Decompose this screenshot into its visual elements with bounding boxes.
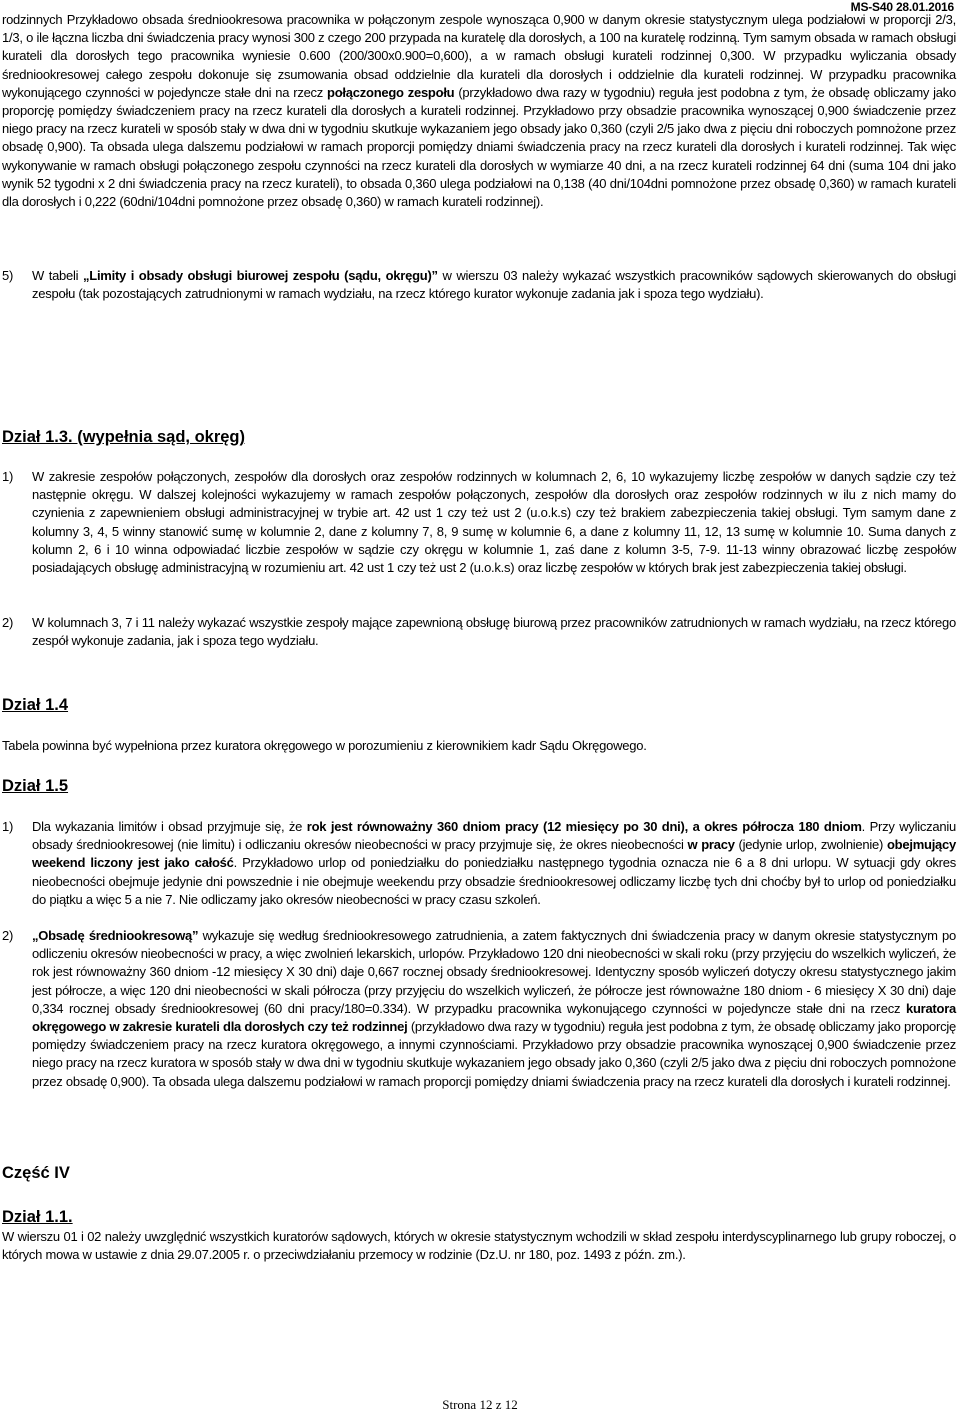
- bold-text: obejmujący weekend liczony jest jako całość: [32, 837, 956, 871]
- page-footer: [0, 1397, 960, 1413]
- list-text: W tabeli: [32, 268, 83, 283]
- bold-text: „Obsadę średniookresową”: [32, 928, 199, 943]
- bold-text: w pracy: [687, 837, 735, 853]
- list-number: 5): [2, 268, 14, 283]
- page-number: 12: [479, 1397, 493, 1412]
- continuation-paragraph: [2, 11, 956, 211]
- section-heading-1-5: Dział 1.5: [2, 777, 69, 795]
- list-number: 2): [2, 615, 14, 630]
- bold-text: rok jest równoważny 360 dniom pracy (12 miesięcy po 30 dni), a okres półrocza 180 dniom: [306, 819, 862, 834]
- document-code: MS-S40 28.01.2016: [850, 0, 954, 14]
- list-item: [2, 818, 956, 909]
- list-text: . Przykładowo urlop od poniedziałku do poniedziałku następnego tygodnia oznacza nie 6 a 8 dni urlopu. W sytuacji gdy okres nieobecności obejmuje jedynie dni powszednie i nie obejmuje weekendu przy obsadzie średniookresowej odliczamy liczbę tych dni choćby był to urlop od poniedziałku do piątku a więc 5 a nie 7. Nie odliczamy jako okresów nieobecności w pracy czasu szkoleń.: [32, 855, 956, 907]
- section-heading-1-4: Dział 1.4: [2, 696, 69, 714]
- list-number: 2): [2, 928, 14, 943]
- paragraph-text: rodzinnych Przykładowo obsada średniookresowa pracownika w połączonym zespole wynosząca 0,900 w danym okresie statystycznym ulega podziałowi w proporcji 2/3, 1/3, o ile łączna liczba dni świadczenia pracy wynosi 300 z czego 200 przypada na kuratelę dla dorosłych, a 100 na kuratelę rodzinną. Tym samym obsada w ramach obsługi kurateli dla dorosłych tego pracownika wyniesie 0.600 (200/300x0.900=0,600), a w ramach obsługi kurateli rodzinnej 0,300. W przypadku wyliczania obsady średniookresowej całego zespołu dokonuje się zsumowania obsad oddzielnie dla kurateli dla dorosłych i oddzielnie dla kurateli rodzinnej. W przypadku pracownika wykonującego czynności w pojedyncze stałe dni na rzecz: [2, 12, 956, 100]
- list-text: Dla wykazania limitów i obsad przyjmuje się, że: [32, 819, 307, 834]
- paragraph-text: (przykładowo dwa razy w tygodniu) reguła jest podobna z tym, że obsadę obliczamy jako proporcję pomiędzy świadczeniem pracy na rzecz kurateli dla dorosłych a kurateli rodzinnej. Przykładowo przy obsadzie pracownika wynoszącej 0,900 świadczenie przez niego pracy na rzecz kurateli w sposób stały w dwa dni w tygodniu skutkuje wykazaniem jego obsady jako 0,360 (czyli 2/5 jako dwa z pięciu dni roboczych pomnożone przez obsadę 0,900). Ta obsada ulega dalszemu podziałowi w ramach proporcji pomiędzy dniami świadczenia pracy na rzecz kurateli dla dorosłych i kurateli rodzinnej. Tak więc wykonywanie w ramach obsługi połączonego zespołu czynności na rzecz kurateli dla dorosłych w wymiarze 40 dni, a na rzecz kurateli rodzinnej 64 dni (suma 104 dni jako wynik 52 tygodni x 2 dni świadczenia pracy na rzecz kurateli), to obsada 0,360 ulega podziałowi na 0,138 (40 dni/104dni pomnożone przez obsadę 0,360) w ramach kurateli dla dorosłych i 0,222 (60dni/104dni pomnożone przez obsadę 0,360) w ramach kurateli rodzinnej).: [2, 84, 956, 210]
- list-text: W zakresie zespołów połączonych, zespołów dla dorosłych oraz zespołów rodzinnych w kolumnach 2, 6, 10 wykazujemy liczbę zespołów w danych sądzie czy też następnie okręgu. W dalszej kolejności wykazujemy w ramach zespołów połączonych, zespołów dla dorosłych oraz zespołów rodzinnych w ilu z nich mamy do czynienia z zapewnieniem obsługi administracyjnej w trybie art. 42 ust 1 czy też ust 2 (u.o.k.s) czy też brakiem zabezpieczenia takiej obsługi. Tym samym dane z kolumny 3, 4, 5 winny stanowić sumę w kolumnie 2, dane z kolumny 7, 8, 9 sumę w kolumnie 6, a dane z kolumny 11, 12, 13 sumę w kolumnie 10. Suma danych z kolumn 2, 6 i 10 winna odpowiadać liczbie zespołów w sądzie czy okręgu w kolumnie 1, zaś dane z kolumn 3-5, 7-9. 11-13 winny obrazować liczbę zespołów posiadających obsługę administracyjną w rozumieniu art. 42 ust 1 czy też ust 2 (u.o.k.s) oraz liczbę zespołów w których brak jest zabezpieczenia takiej obsługi.: [32, 469, 956, 576]
- section-1-1-text: W wierszu 01 i 02 należy uwzględnić wszystkich kuratorów sądowych, których w okresie statystycznym wchodzili w skład zespołu interdyscyplinarnego lub grupy roboczej, o których mowa w ustawie z dnia 29.07.2005 r. o przeciwdziałaniu przemocy w rodzinie (Dz.U. nr 180, poz. 1493 z późn. zm.).: [2, 1229, 956, 1263]
- list-text: (jedynie urlop, zwolnienie): [734, 837, 887, 853]
- page-label: Strona: [442, 1397, 477, 1412]
- list-text: (przykładowo dwa razy w tygodniu) reguła jest podobna z tym, że obsadę obliczamy jako proporcję pomiędzy świadczeniem pracy na rzecz kuratora okręgowego, a innymi czynnościami. Przykładowo przy obsadzie pracownika wynoszącej 0,900 świadczenie przez niego pracy na rzecz kuratora w sposób stały w dwa dni w tygodniu skutkuje wykazaniem jego obsady jako 0,360 (czyli 2/5 jako dwa z pięciu dni roboczych pomnożone przez obsadę 0,900). Ta obsada ulega dalszemu podziałowi w ramach proporcji pomiędzy dniami świadczenia pracy na rzecz kurateli dla dorosłych i kurateli rodzinnej.: [32, 1019, 956, 1089]
- list-text: . Przy wyliczaniu obsady średniookresowej (nie limitu) i odliczaniu okresów nieobecności w pracy przyjmuje się, że okres nieobecności: [32, 819, 957, 853]
- bold-text: „Limity i obsady obsługi biurowej zespołu (sądu, okręgu)”: [83, 268, 438, 283]
- page-separator: z: [495, 1397, 502, 1412]
- part-heading: Część IV: [2, 1164, 70, 1182]
- list-text: w wierszu 03 należy wykazać wszystkich pracowników sądowych skierowanych do obsługi zespołu (tak pozostających zatrudnionymi w ramach wydziału, na rzecz którego kurator wykonuje zadania jak i spoza tego wydziału).: [32, 268, 957, 302]
- list-text: W kolumnach 3, 7 i 11 należy wykazać wszystkie zespoły mające zapewnioną obsługę biurową przez pracowników zatrudnionych w ramach wydziału, na rzecz którego zespół wykonuje zadania, jak i spoza tego wydziału.: [32, 615, 956, 649]
- section-1-4-text: Tabela powinna być wypełniona przez kuratora okręgowego w porozumieniu z kierownikiem kadr Sądu Okręgowego.: [2, 738, 647, 753]
- list-text: wykazuje się według średniookresowego zatrudnienia, a zatem faktycznych dni świadczenia pracy w danym okresie statystycznym po odliczeniu okresów nieobecności w pracy, a więc zwolnień lekarskich, urlopów. Przykładowo 120 dni nieobecności w skali roku (przy przyjęciu do wszelkich wyliczeń, że rok jest równoważny 360 dniom -12 miesięcy X 30 dni) daje 0,667 rocznej obsady średniookresowej. Identyczny sposób wyliczeń dotyczy okresu statystycznego jakim jest półrocze, a więc 120 dni nieobecności w skali półrocza (przy przyjęciu do wszelkich wyliczeń, że półrocze jest równoważne 180 dniom - 6 miesięcy X 30 dni) daje 0,334 rocznej obsady średniookresowej (60 dni pracy/180=0.334). W przypadku pracownika wykonującego czynności w pojedyncze stałe dni na rzecz: [32, 928, 956, 1016]
- bold-text: kuratora okręgowego w zakresie kurateli dla dorosłych czy też rodzinnej: [32, 1000, 956, 1035]
- page-total: 12: [504, 1397, 518, 1412]
- list-number: 1): [2, 819, 14, 834]
- list-item-5: [2, 267, 956, 303]
- list-item: [2, 468, 956, 577]
- bold-text: połączonego zespołu: [327, 84, 455, 100]
- section-heading-1-3: Dział 1.3. (wypełnia sąd, okręg): [2, 428, 245, 446]
- list-item: [2, 614, 956, 650]
- list-number: 1): [2, 469, 14, 484]
- section-heading-1-1: Dział 1.1.: [2, 1208, 73, 1226]
- list-item: [2, 927, 956, 1091]
